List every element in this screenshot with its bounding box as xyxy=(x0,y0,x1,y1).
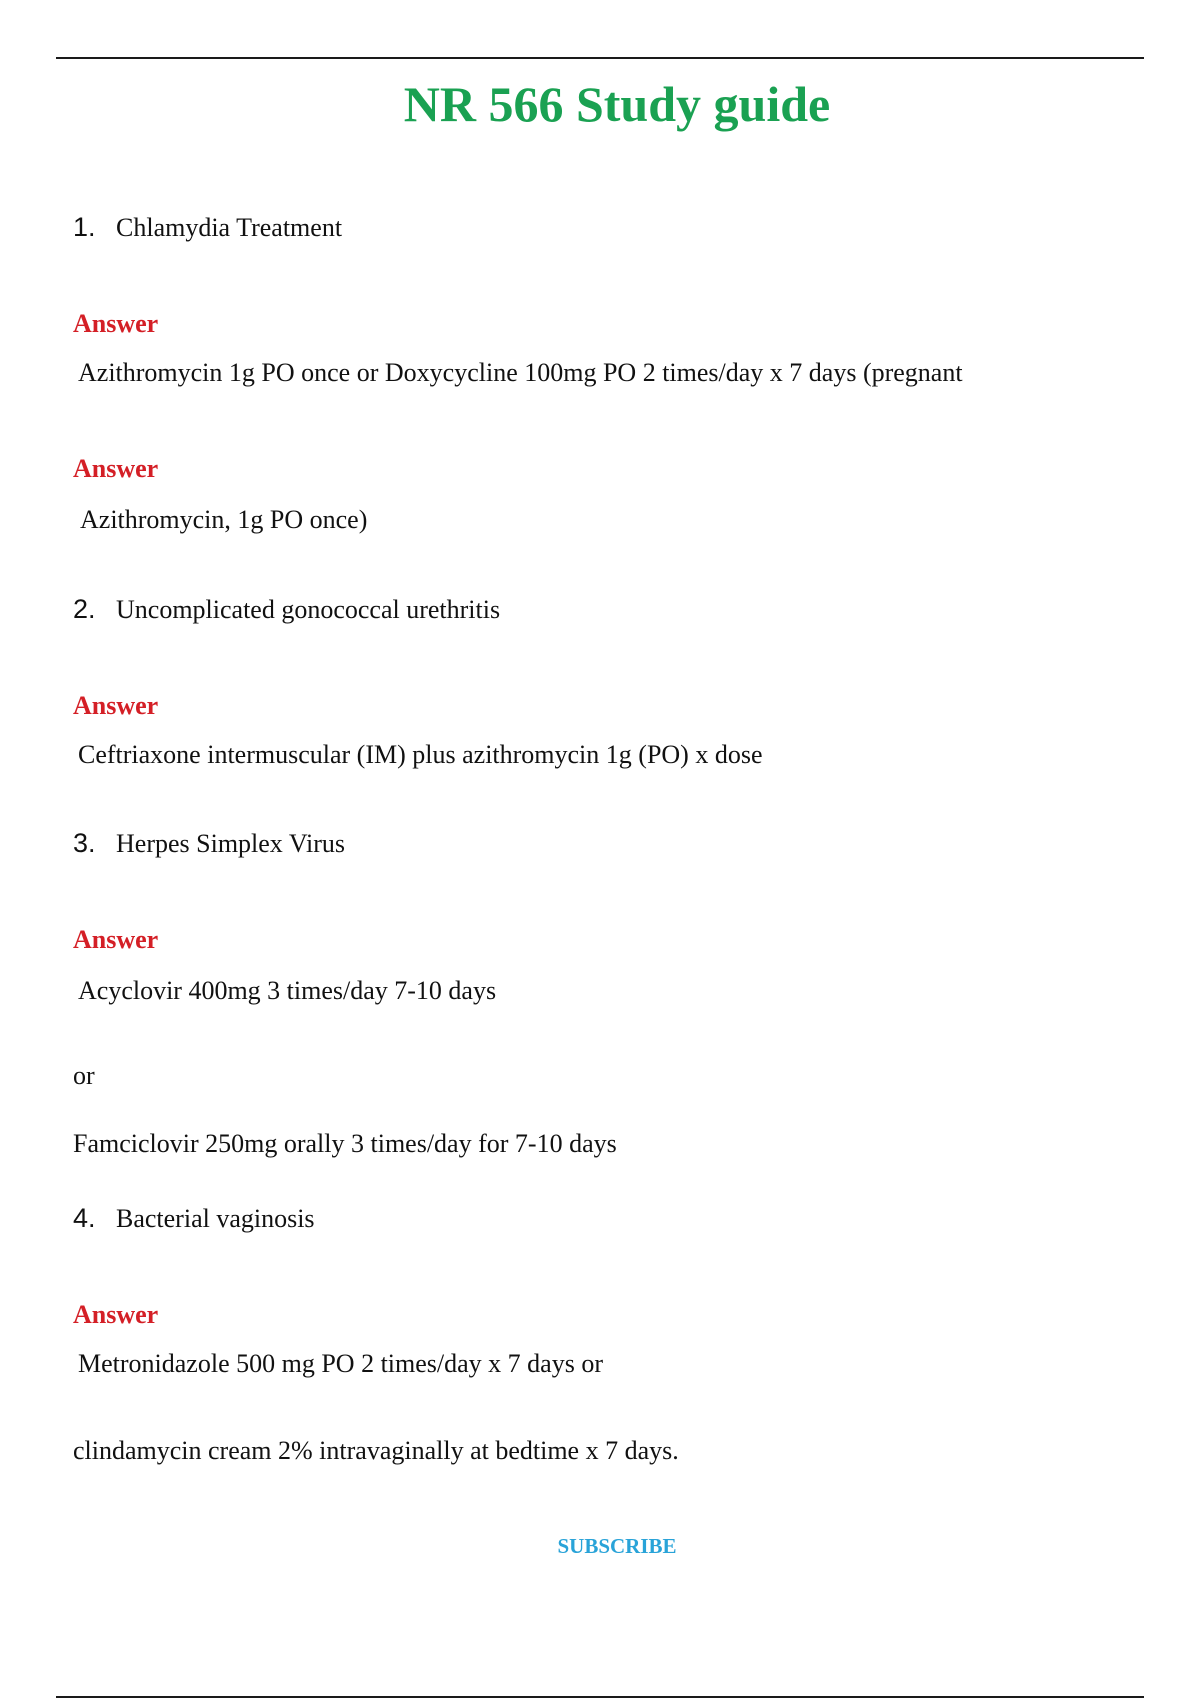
bottom-divider xyxy=(56,1696,1144,1698)
answer-text: or xyxy=(73,1061,95,1090)
question-3 xyxy=(73,827,345,860)
question-text: Bacterial vaginosis xyxy=(116,1204,315,1233)
answer-text: Azithromycin, 1g PO once) xyxy=(80,505,368,534)
top-divider xyxy=(56,57,1144,59)
answer-label: Answer xyxy=(73,309,159,338)
answer-label: Answer xyxy=(73,925,159,954)
answer-text: clindamycin cream 2% intravaginally at bedtime x 7 days. xyxy=(73,1436,679,1465)
question-number: 1. xyxy=(73,212,96,242)
answer-label: Answer xyxy=(73,1300,159,1329)
question-text: Uncomplicated gonococcal urethritis xyxy=(116,595,501,624)
question-number: 3. xyxy=(73,828,96,858)
question-text: Herpes Simplex Virus xyxy=(116,829,346,858)
answer-text: Acyclovir 400mg 3 times/day 7-10 days xyxy=(78,976,497,1005)
answer-text: Famciclovir 250mg orally 3 times/day for 7-10 days xyxy=(73,1129,617,1158)
question-number: 4. xyxy=(73,1203,96,1233)
answer-text: Metronidazole 500 mg PO 2 times/day x 7 days or xyxy=(78,1349,603,1378)
answer-label: Answer xyxy=(73,454,159,483)
question-1 xyxy=(73,211,342,244)
page-title: NR 566 Study guide xyxy=(403,76,831,132)
answer-text: Ceftriaxone intermuscular (IM) plus azithromycin 1g (PO) x dose xyxy=(78,740,763,769)
subscribe-link[interactable]: SUBSCRIBE xyxy=(557,1534,677,1558)
answer-label: Answer xyxy=(73,691,159,720)
question-text: Chlamydia Treatment xyxy=(116,213,343,242)
question-number: 2. xyxy=(73,594,96,624)
answer-text: Azithromycin 1g PO once or Doxycycline 100mg PO 2 times/day x 7 days (pregnant xyxy=(78,358,963,387)
question-2 xyxy=(73,593,500,626)
question-4 xyxy=(73,1202,315,1235)
